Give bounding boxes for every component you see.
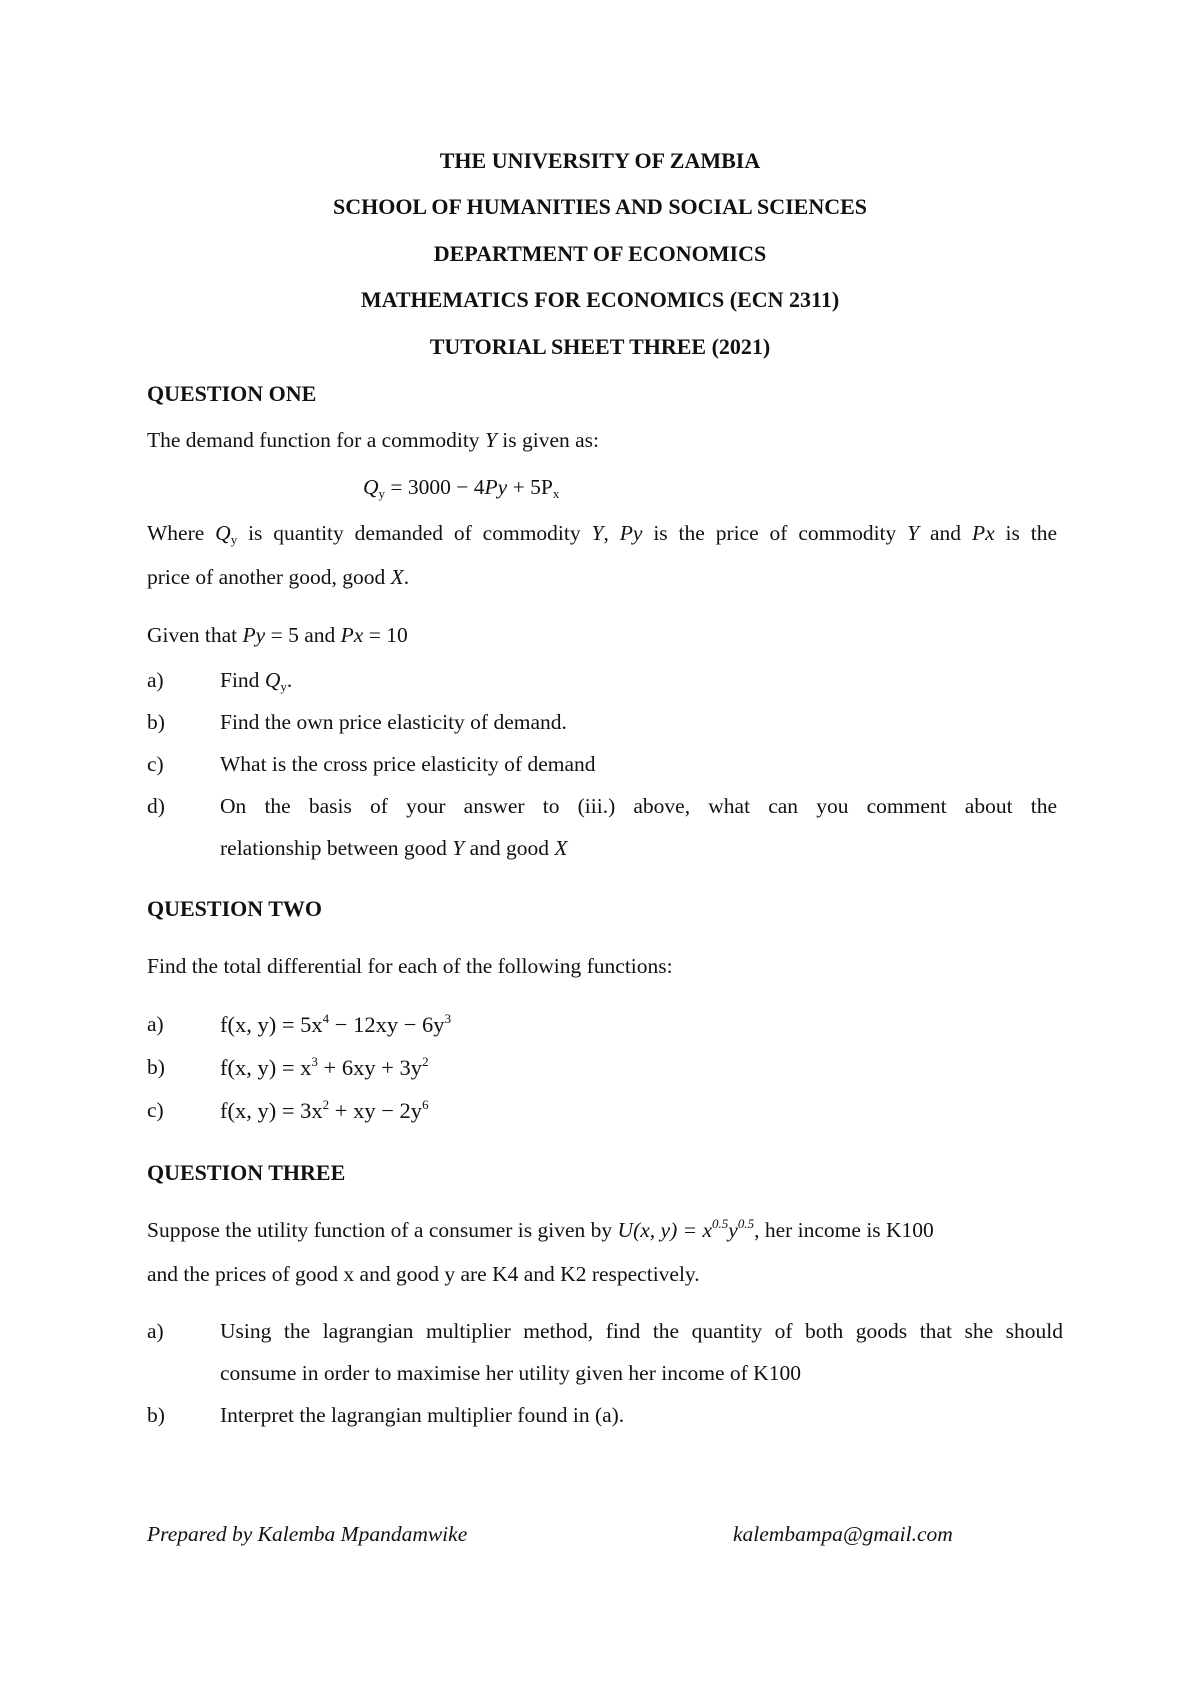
eq-py: Py	[484, 475, 508, 499]
q3-intro-line1	[147, 1218, 1063, 1243]
item-q: Q	[264, 668, 281, 692]
q3-item-a-continuation: consume in order to maximise her utility given her income of K100	[220, 1361, 801, 1385]
item-text: Interpret the lagrangian multiplier found in (a).	[220, 1403, 625, 1427]
item-label: a)	[147, 1012, 164, 1036]
where-px: Px	[971, 521, 995, 545]
exp: 3	[311, 1054, 318, 1069]
where-line2-end: .	[403, 565, 410, 589]
course-title: MATHEMATICS FOR ECONOMICS (ECN 2311)	[360, 287, 840, 312]
question-three-heading: QUESTION THREE	[147, 1160, 346, 1185]
func-c: f(x, y) = 3x	[220, 1098, 323, 1123]
q1-given	[147, 623, 408, 648]
where-y: Y	[591, 521, 604, 545]
given-text-c: = 10	[363, 623, 408, 647]
question-one-heading: QUESTION ONE	[147, 381, 317, 406]
footer-prepared-by: Prepared by Kalemba Mpandamwike	[147, 1522, 468, 1546]
item-label: a)	[147, 1319, 164, 1343]
func-mid: + 6xy + 3y	[317, 1055, 423, 1080]
q1-intro-text-b: is given as:	[496, 428, 600, 452]
q1-demand-equation	[363, 475, 559, 500]
eq-mid: = 3000 − 4	[385, 475, 485, 499]
exp: 3	[444, 1011, 452, 1026]
func-b: f(x, y) = x	[220, 1055, 312, 1080]
department-title: DEPARTMENT OF ECONOMICS	[433, 241, 767, 266]
item-q-sub: y	[280, 679, 287, 694]
item-text-b: .	[286, 668, 293, 692]
exp: 2	[422, 1054, 429, 1069]
func-mid: − 12xy − 6y	[329, 1012, 445, 1037]
where-text-1: Where	[147, 521, 216, 545]
eq-q: Q	[363, 475, 379, 499]
item-text: On the basis of your answer to (iii.) above, what can you comment about the	[220, 794, 1057, 818]
cont-x: X	[554, 836, 568, 860]
exp: 6	[422, 1097, 429, 1112]
where-q: Q	[215, 521, 231, 545]
item-label: b)	[147, 1403, 165, 1427]
where-q-sub: y	[230, 532, 238, 547]
where-text-4: is the price of commodity	[642, 521, 908, 545]
q2-intro: Find the total differential for each of the following functions:	[147, 954, 673, 978]
func-a: f(x, y) = 5x	[220, 1012, 323, 1037]
item-text: Find the own price elasticity of demand.	[220, 710, 567, 734]
func-mid: + xy − 2y	[329, 1098, 423, 1123]
where-text-2: is quantity demanded of commodity	[237, 521, 592, 545]
cont-text-b: and good	[464, 836, 555, 860]
where-line2-text: price of another good, good	[147, 565, 391, 589]
where-text-6: is the	[994, 521, 1057, 545]
eq-q-sub: y	[378, 486, 386, 501]
item-label: c)	[147, 1098, 164, 1122]
item-text-a: Find	[220, 668, 265, 692]
item-label: b)	[147, 710, 165, 734]
q1-where-line1	[147, 521, 1057, 546]
where-py: Py	[619, 521, 643, 545]
q1-item-d-continuation	[220, 836, 568, 861]
q3-intro-line2: and the prices of good x and good y are K4 and K2 respectively.	[147, 1262, 700, 1286]
exp: 0.5	[737, 1216, 755, 1231]
utility-func: U(x, y) = x	[617, 1218, 713, 1242]
item-text: What is the cross price elasticity of demand	[220, 752, 596, 776]
given-text-a: Given that	[147, 623, 243, 647]
cont-y: Y	[452, 836, 465, 860]
utility-y: y	[728, 1218, 738, 1242]
eq-px-sub: x	[552, 486, 560, 501]
exp: 4	[322, 1011, 330, 1026]
item-label: a)	[147, 668, 164, 692]
where-text-5: and	[919, 521, 972, 545]
item-label: c)	[147, 752, 164, 776]
exp: 2	[322, 1097, 330, 1112]
q3-intro-text-a: Suppose the utility function of a consumer is given by	[147, 1218, 618, 1242]
cont-text-a: relationship between good	[220, 836, 453, 860]
given-text-b: = 5 and	[265, 623, 341, 647]
q1-intro-text-a: The demand function for a commodity	[147, 428, 485, 452]
university-title: THE UNIVERSITY OF ZAMBIA	[439, 148, 761, 173]
item-label: d)	[147, 794, 165, 818]
item-label: b)	[147, 1055, 165, 1079]
footer-email: kalembampa@gmail.com	[733, 1522, 953, 1546]
school-title: SCHOOL OF HUMANITIES AND SOCIAL SCIENCES	[332, 194, 868, 219]
where-line2-x: X	[390, 565, 404, 589]
where-text-3: ,	[603, 521, 620, 545]
item-text: Using the lagrangian multiplier method, find the quantity of both goods that she should	[220, 1319, 1063, 1343]
where-y2: Y	[907, 521, 920, 545]
q1-intro	[147, 428, 599, 453]
exp: 0.5	[712, 1216, 729, 1231]
q1-where-line2	[147, 565, 409, 590]
q3-intro-text-b: , her income is K100	[754, 1218, 934, 1242]
q1-intro-var: Y	[484, 428, 497, 452]
sheet-title: TUTORIAL SHEET THREE (2021)	[429, 334, 771, 359]
given-px: Px	[340, 623, 364, 647]
eq-plus: + 5P	[507, 475, 553, 499]
given-py: Py	[242, 623, 266, 647]
question-two-heading: QUESTION TWO	[147, 896, 323, 921]
